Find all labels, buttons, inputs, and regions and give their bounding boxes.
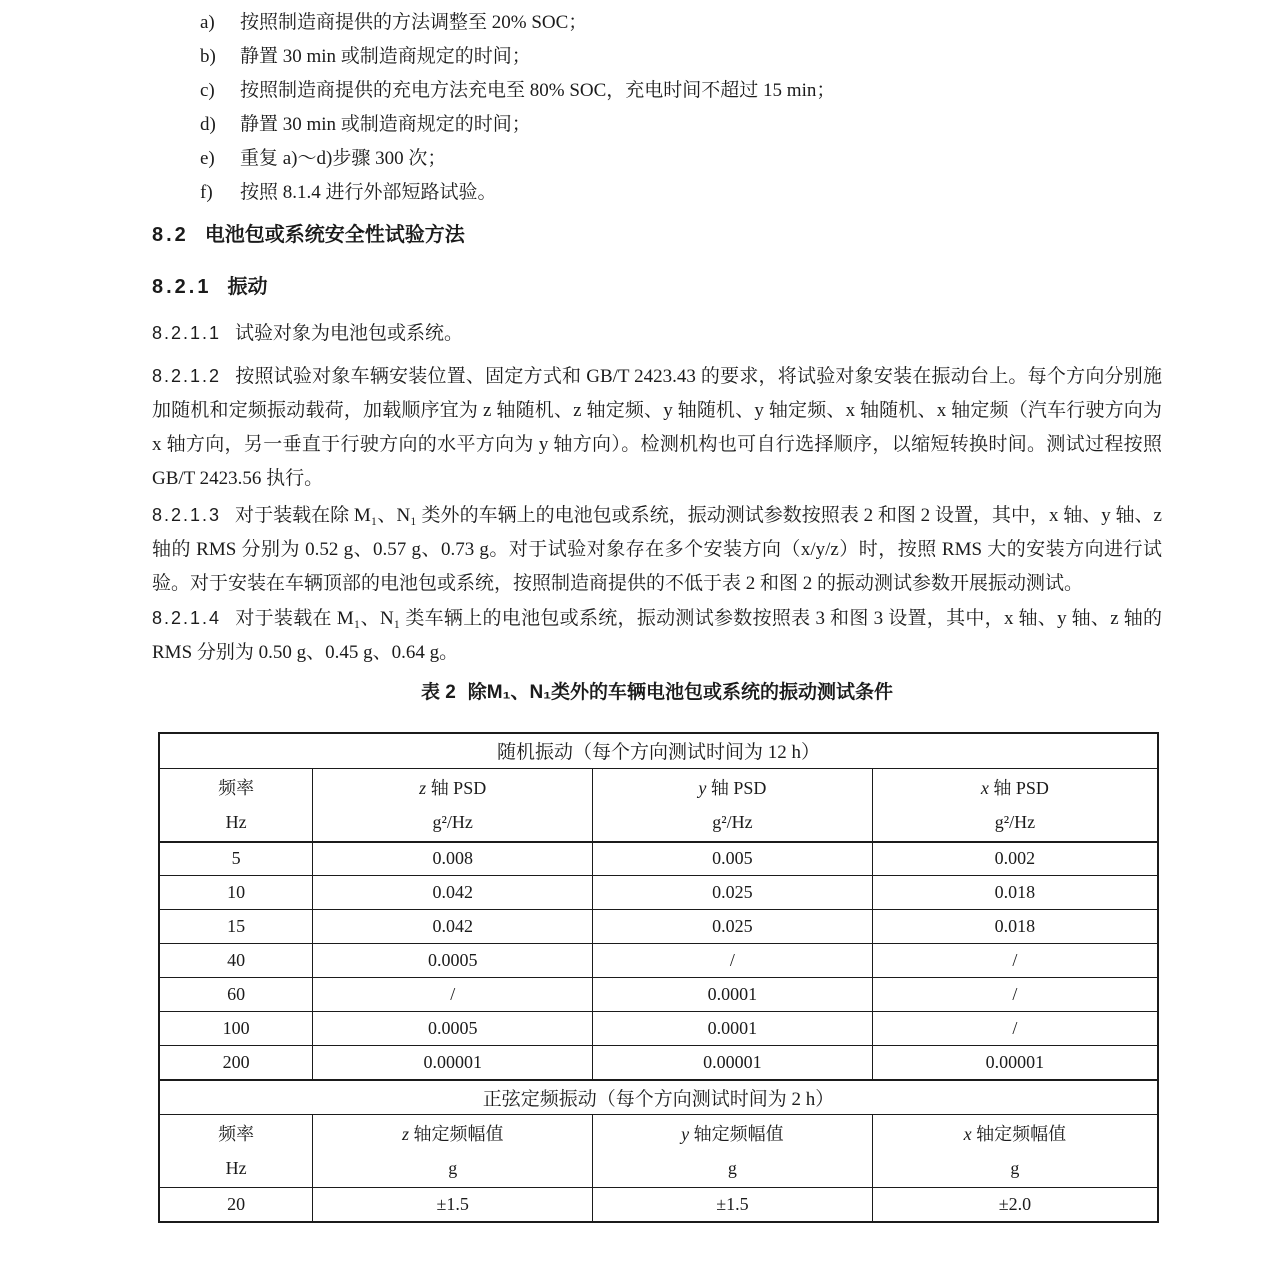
procedure-step: [152, 142, 1162, 176]
axis-letter: y: [698, 777, 707, 798]
table-cell: 0.025: [593, 910, 873, 944]
step-marker: e): [200, 148, 215, 169]
table-row: [159, 978, 1158, 1012]
axis-letter: y: [681, 1124, 690, 1144]
table-cell: 0.00001: [872, 1046, 1158, 1080]
section-number: 8.2: [152, 224, 189, 246]
table-cell: /: [872, 978, 1158, 1012]
table-cell: 0.00001: [313, 1046, 593, 1080]
table-cell: 0.008: [313, 842, 593, 876]
table-cell: 0.0005: [313, 1012, 593, 1046]
table-cell: 0.018: [872, 876, 1158, 910]
table-row: [159, 944, 1158, 978]
step-marker: b): [200, 46, 216, 67]
table-cell: 0.025: [593, 876, 873, 910]
section-title: 振动: [227, 276, 268, 298]
step-marker: d): [200, 114, 216, 135]
sine-vibration-band: [159, 1080, 1158, 1115]
sine-header-row: [159, 1115, 1158, 1188]
table-cell: 40: [159, 944, 313, 978]
section-number: 8.2.1: [152, 276, 212, 298]
table-number: 表 2: [420, 682, 456, 703]
section-heading-8-2-1: [152, 270, 1162, 304]
axis-letter: z: [419, 777, 427, 798]
table-cell: /: [872, 944, 1158, 978]
table-cell: 5: [159, 842, 313, 876]
table-row: [159, 910, 1158, 944]
procedure-step: [152, 108, 1162, 142]
step-marker: a): [200, 12, 215, 33]
table-cell: 15: [159, 910, 313, 944]
step-marker: c): [200, 80, 215, 101]
axis-letter: x: [963, 1124, 972, 1144]
clause-text: 试验对象为电池包或系统。: [235, 323, 464, 344]
clause-text: 按照试验对象车辆安装位置、固定方式和 GB/T 2423.43 的要求，将试验对象安装在振动台上。每个方向分别施加随机和定频振动载荷，加载顺序宜为 z 轴随机、z 轴定频、y 轴随机、y 轴定频、x 轴随机、x 轴定频（汽车行驶方向为 x 轴方向，另一垂直于行驶方向的水平方向为 y 轴方向）。检测机构也可自行选择顺序，以缩短转换时间。测试过程按照 GB/T 2423.56 执行。: [152, 366, 1162, 489]
step-text: 静置 30 min 或制造商规定的时间；: [240, 114, 531, 135]
step-text: 按照制造商提供的充电方法充电至 80% SOC，充电时间不超过 15 min；: [240, 80, 836, 101]
clause-number: 8.2.1.1: [152, 323, 222, 343]
table-cell: 0.00001: [593, 1046, 873, 1080]
step-text: 静置 30 min 或制造商规定的时间；: [240, 46, 531, 67]
clause-8-2-1-3: [152, 498, 1162, 601]
band-label: 正弦定频振动（每个方向测试时间为 2 h）: [159, 1080, 1158, 1115]
table-row: [159, 1046, 1158, 1080]
table-cell: /: [872, 1012, 1158, 1046]
table-cell: 10: [159, 876, 313, 910]
procedure-step: [152, 176, 1162, 210]
vibration-test-table: [158, 732, 1159, 1223]
table-cell: ±1.5: [313, 1188, 593, 1222]
table-caption: [152, 678, 1162, 708]
clause-number: 8.2.1.4: [152, 608, 222, 628]
clause-8-2-1-2: [152, 359, 1162, 496]
section-heading-8-2: [152, 218, 1162, 252]
table-title: 除M₁、N₁类外的车辆电池包或系统的振动测试条件: [467, 682, 894, 703]
header-y-amplitude: y 轴定频幅值 g: [593, 1115, 873, 1188]
table-cell: /: [593, 944, 873, 978]
clause-text: 对于装载在除 M₁、N₁ 类外的车辆上的电池包或系统，振动测试参数按照表 2 和图 2 设置，其中，x 轴、y 轴、z 轴的 RMS 分别为 0.52 g、0.57 g、0.73 g。对于试验对象存在多个安装方向（x/y/z）时，按照 RMS 大的安装方向进行试验。对于安装在车辆顶部的电池包或系统，按照制造商提供的不低于表 2 和图 2 的振动测试参数开展振动测试。: [152, 505, 1162, 594]
clause-text: 对于装载在 M₁、N₁ 类车辆上的电池包或系统，振动测试参数按照表 3 和图 3 设置，其中，x 轴、y 轴、z 轴的 RMS 分别为 0.50 g、0.45 g、0.64 g。: [152, 608, 1162, 663]
table-row: [159, 842, 1158, 876]
table-cell: 0.018: [872, 910, 1158, 944]
table-cell: 0.0001: [593, 1012, 873, 1046]
header-y-psd: y 轴 PSD g²/Hz: [593, 768, 873, 842]
table-cell: 20: [159, 1188, 313, 1222]
step-marker: f): [200, 182, 213, 203]
table-cell: 0.0005: [313, 944, 593, 978]
table-cell: 100: [159, 1012, 313, 1046]
table-cell: 200: [159, 1046, 313, 1080]
random-header-row: [159, 768, 1158, 842]
table-cell: 0.0001: [593, 978, 873, 1012]
section-title: 电池包或系统安全性试验方法: [204, 224, 465, 246]
step-text: 按照制造商提供的方法调整至 20% SOC；: [240, 12, 588, 33]
header-z-amplitude: z 轴定频幅值 g: [313, 1115, 593, 1188]
procedure-step: [152, 6, 1162, 40]
axis-letter: x: [980, 777, 989, 798]
table-cell: 60: [159, 978, 313, 1012]
table-cell: 0.005: [593, 842, 873, 876]
header-x-amplitude: x 轴定频幅值 g: [872, 1115, 1158, 1188]
band-label: 随机振动（每个方向测试时间为 12 h）: [159, 733, 1158, 768]
table-row: [159, 876, 1158, 910]
clause-number: 8.2.1.2: [152, 366, 222, 386]
step-text: 重复 a)～d)步骤 300 次；: [240, 148, 447, 169]
header-z-psd: z 轴 PSD g²/Hz: [313, 768, 593, 842]
header-frequency: 频率 Hz: [159, 768, 313, 842]
header-frequency: 频率 Hz: [159, 1115, 313, 1188]
step-text: 按照 8.1.4 进行外部短路试验。: [240, 182, 497, 203]
table-row: [159, 1012, 1158, 1046]
table-cell: 0.002: [872, 842, 1158, 876]
random-vibration-band: [159, 733, 1158, 768]
table-cell: ±2.0: [872, 1188, 1158, 1222]
axis-letter: z: [401, 1124, 409, 1144]
table-cell: 0.042: [313, 910, 593, 944]
table-cell: ±1.5: [593, 1188, 873, 1222]
clause-8-2-1-4: [152, 601, 1162, 670]
header-x-psd: x 轴 PSD g²/Hz: [872, 768, 1158, 842]
procedure-step: [152, 74, 1162, 108]
clause-8-2-1-1: [152, 316, 1162, 351]
clause-number: 8.2.1.3: [152, 505, 222, 525]
procedure-step: [152, 40, 1162, 74]
table-cell: 0.042: [313, 876, 593, 910]
table-cell: /: [313, 978, 593, 1012]
procedure-step-list: [152, 6, 1162, 210]
table-row: [159, 1188, 1158, 1222]
